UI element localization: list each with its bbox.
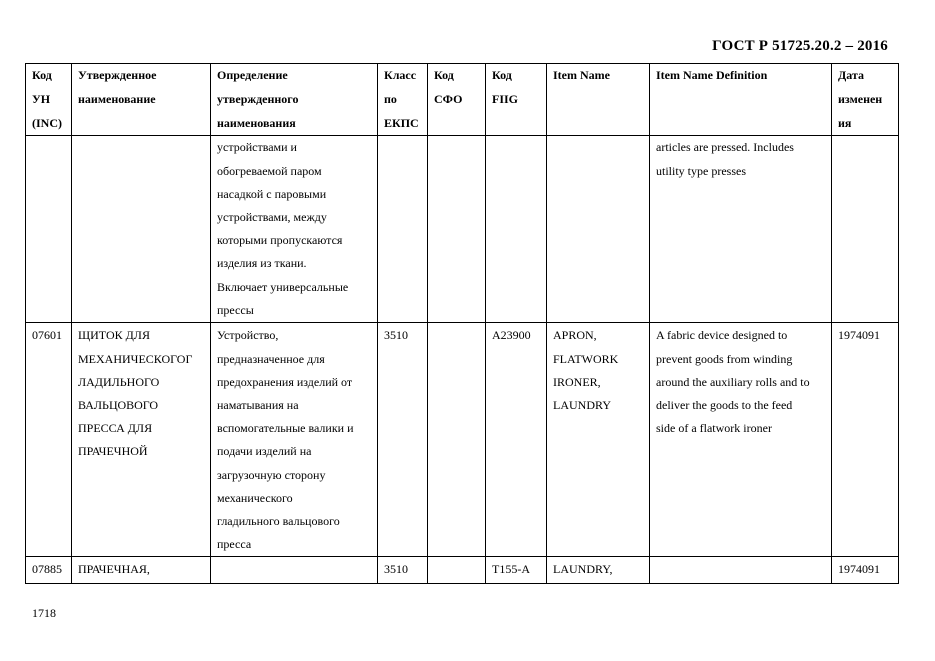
col-change-date-header <box>832 64 899 136</box>
col-change-date-cell <box>832 557 899 584</box>
header-text-line: (INC) <box>32 115 62 130</box>
cell-text-line: Устройство, <box>217 328 279 343</box>
header-text-line: утвержденного <box>217 91 299 106</box>
cell-text-line: гладильного вальцового <box>217 514 340 529</box>
cell-text-line: которыми пропускаются <box>217 233 343 248</box>
col-item-name-cell <box>547 136 650 323</box>
data-table <box>25 63 899 584</box>
col-inc-code-cell <box>26 136 72 323</box>
col-item-name-cell <box>547 323 650 557</box>
col-name-definition-cell <box>211 323 378 557</box>
header-text-line: СФО <box>434 91 463 106</box>
table-row <box>26 323 899 557</box>
cell-text-line: предохранения изделий от <box>217 374 353 389</box>
cell-text-line: A23900 <box>492 328 531 343</box>
col-approved-name-cell <box>72 557 211 584</box>
cell-text-line: устройствами, между <box>217 210 327 224</box>
col-fiig-code-cell <box>486 136 547 323</box>
cell-text-line: устройствами и <box>217 140 297 155</box>
cell-text-line: A fabric device designed to <box>656 328 788 343</box>
col-ekps-class-cell <box>378 323 428 557</box>
col-ekps-class-cell <box>378 136 428 323</box>
cell-text-line: T155-A <box>492 562 530 577</box>
col-change-date-cell <box>832 323 899 557</box>
cell-text-line: ЩИТОК ДЛЯ <box>78 328 150 343</box>
header-text-line: ЕКПС <box>384 115 419 130</box>
header-text-line: Дата <box>838 68 864 82</box>
col-sfo-code-cell <box>428 557 486 584</box>
cell-text-line: FLATWORK <box>553 351 619 366</box>
cell-text-line: ПРЕССА ДЛЯ <box>78 421 153 436</box>
cell-text-line: вспомогательные валики и <box>217 421 354 436</box>
col-sfo-code-cell <box>428 136 486 323</box>
header-text-line: УН <box>32 91 51 106</box>
cell-text-line: around the auxiliary rolls and to <box>656 374 810 389</box>
cell-text-line: prevent goods from winding <box>656 351 793 366</box>
header-text-line: Код <box>492 68 512 82</box>
header-text-line: Класс <box>384 68 417 82</box>
header-text-line: Код <box>32 68 52 82</box>
cell-text-line: ВАЛЬЦОВОГО <box>78 398 159 412</box>
cell-text-line: пресса <box>217 537 252 552</box>
header-row <box>26 64 899 136</box>
header-text-line: ия <box>838 115 852 130</box>
col-name-definition-cell <box>211 557 378 584</box>
cell-text-line: utility type presses <box>656 163 746 178</box>
header-text-line: Item Name <box>553 68 610 82</box>
col-item-name-definition-cell <box>650 323 832 557</box>
cell-text-line: IRONER, <box>553 374 601 389</box>
header-text-line: Код <box>434 68 454 82</box>
header-text-line: наименования <box>217 115 296 130</box>
cell-text-line: Включает универсальные <box>217 279 349 294</box>
cell-text-line: загрузочную сторону <box>217 467 326 482</box>
cell-text-line: LAUNDRY, <box>553 562 613 577</box>
cell-text-line: 3510 <box>384 328 408 343</box>
col-sfo-code-header <box>428 64 486 136</box>
header-text-line: изменен <box>838 91 883 106</box>
header-text-line: Утвержденное <box>78 68 157 82</box>
col-fiig-code-cell <box>486 323 547 557</box>
col-item-name-definition-cell <box>650 557 832 584</box>
col-item-name-definition-header <box>650 64 832 136</box>
col-item-name-definition-cell <box>650 136 832 323</box>
col-inc-code-cell <box>26 323 72 557</box>
header-text-line: наименование <box>78 91 156 106</box>
col-fiig-code-cell <box>486 557 547 584</box>
header-text-line: Item Name Definition <box>656 68 768 82</box>
col-ekps-class-cell <box>378 557 428 584</box>
cell-text-line: изделия из ткани. <box>217 256 307 271</box>
cell-text-line: side of a flatwork ironer <box>656 421 772 436</box>
col-item-name-cell <box>547 557 650 584</box>
cell-text-line: подачи изделий на <box>217 444 312 459</box>
document-header: ГОСТ Р 51725.20.2 – 2016 <box>712 38 888 54</box>
cell-text-line: 1974091 <box>838 328 880 343</box>
col-approved-name-cell <box>72 136 211 323</box>
col-approved-name-cell <box>72 323 211 557</box>
page-number: 1718 <box>32 606 56 620</box>
cell-text-line: articles are pressed. Includes <box>656 140 794 155</box>
table-row <box>26 136 899 323</box>
cell-text-line: LAUNDRY <box>553 398 612 412</box>
col-inc-code-header <box>26 64 72 136</box>
cell-text-line: насадкой с паровыми <box>217 186 327 201</box>
col-inc-code-cell <box>26 557 72 584</box>
cell-text-line: ЛАДИЛЬНОГО <box>78 374 160 389</box>
cell-text-line: наматывания на <box>217 398 299 412</box>
col-name-definition-header <box>211 64 378 136</box>
header-text-line: Определение <box>217 68 288 82</box>
cell-text-line: ПРАЧЕЧНАЯ, <box>78 562 150 577</box>
col-ekps-class-header <box>378 64 428 136</box>
cell-text-line: deliver the goods to the feed <box>656 398 793 412</box>
cell-text-line: 1974091 <box>838 562 880 577</box>
col-approved-name-header <box>72 64 211 136</box>
header-text-line: FIIG <box>492 91 519 106</box>
header-text-line: по <box>384 91 397 106</box>
col-item-name-header <box>547 64 650 136</box>
table-row <box>26 557 899 584</box>
cell-text-line: APRON, <box>553 328 597 343</box>
cell-text-line: 3510 <box>384 562 408 577</box>
cell-text-line: обогреваемой паром <box>217 163 322 178</box>
cell-text-line: прессы <box>217 302 254 317</box>
col-sfo-code-cell <box>428 323 486 557</box>
cell-text-line: механического <box>217 490 293 505</box>
col-change-date-cell <box>832 136 899 323</box>
cell-text-line: МЕХАНИЧЕСКОГОГ <box>78 351 193 366</box>
cell-text-line: предназначенное для <box>217 351 325 366</box>
cell-text-line: 07885 <box>32 562 62 577</box>
cell-text-line: 07601 <box>32 328 62 343</box>
cell-text-line: ПРАЧЕЧНОЙ <box>78 444 148 459</box>
col-name-definition-cell <box>211 136 378 323</box>
col-fiig-code-header <box>486 64 547 136</box>
